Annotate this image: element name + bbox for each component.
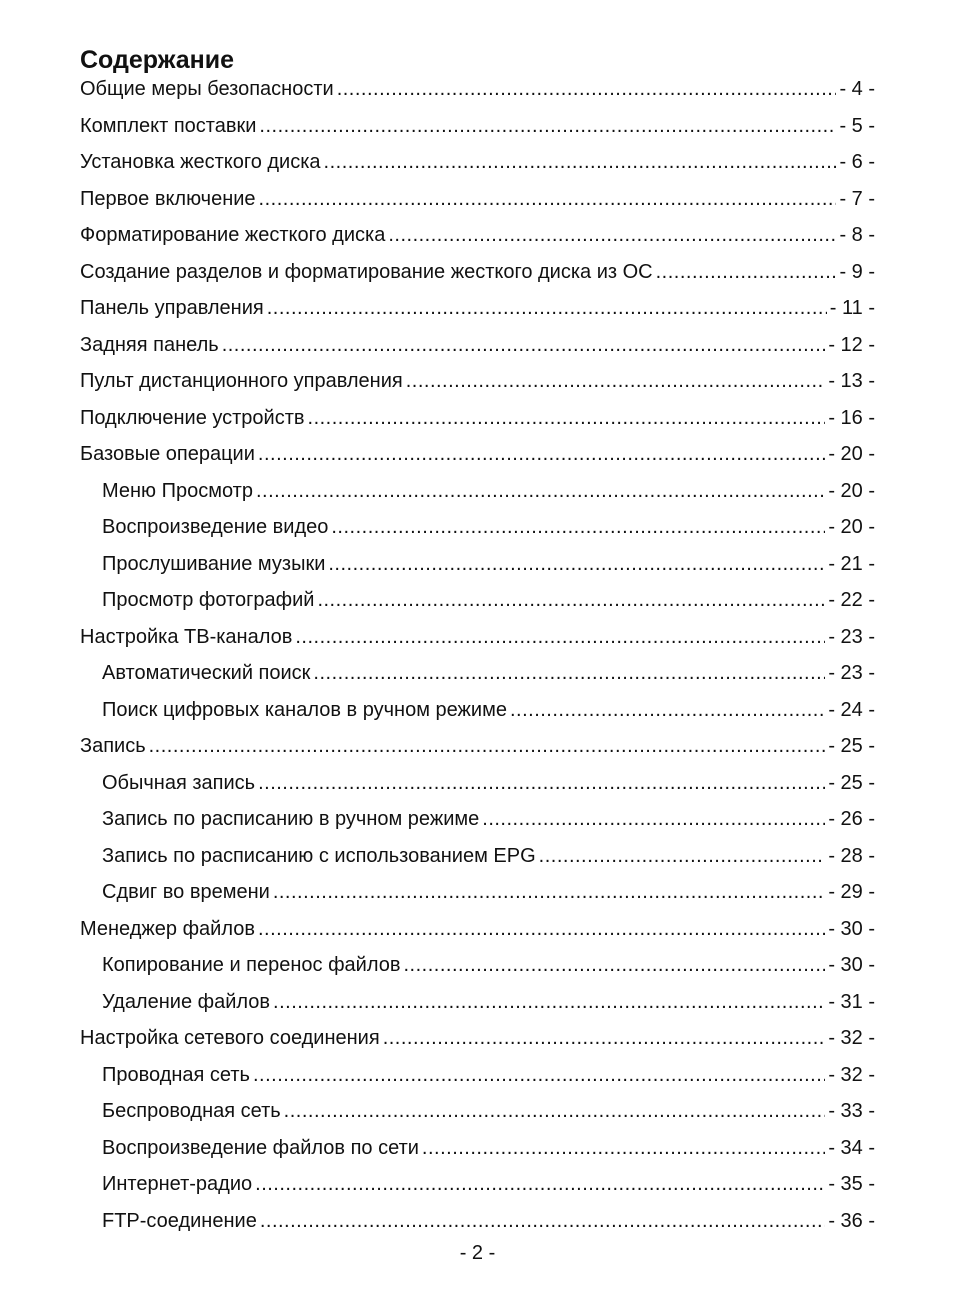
toc-entry[interactable]	[80, 914, 875, 951]
toc-entry-label: Создание разделов и форматирование жесткого диска из ОС	[80, 260, 653, 283]
toc-entry-page: - 25 -	[828, 771, 875, 794]
toc-entry-page: - 20 -	[828, 479, 875, 502]
toc-entry-page: - 21 -	[828, 552, 875, 575]
toc-entry-page: - 8 -	[839, 224, 875, 246]
toc-entry[interactable]	[80, 987, 875, 1024]
toc-entry-label: Пульт дистанционного управления	[80, 370, 403, 392]
toc-entry-label: Запись по расписанию в ручном режиме	[102, 808, 480, 830]
toc-entry[interactable]	[80, 220, 875, 257]
toc-entry-label: Задняя панель	[80, 333, 219, 356]
toc-entry[interactable]	[80, 841, 875, 878]
toc-entry[interactable]	[80, 147, 875, 184]
toc-entry-page: - 28 -	[828, 844, 875, 867]
toc-entry-label: Беспроводная сеть	[102, 1100, 281, 1122]
toc-entry-label: Запись по расписанию с использованием EPG	[102, 844, 536, 867]
toc-entry[interactable]	[80, 330, 875, 367]
toc-entry[interactable]	[80, 585, 875, 622]
toc-entry-label: Подключение устройств	[80, 406, 305, 429]
toc-entry-page: - 23 -	[828, 662, 875, 684]
toc-entry-page: - 30 -	[828, 917, 875, 940]
toc-entry[interactable]	[80, 439, 875, 476]
toc-entry-page: - 25 -	[828, 735, 875, 757]
toc-entry-page: - 33 -	[828, 1100, 875, 1122]
toc-entry-label: Копирование и перенос файлов	[102, 954, 401, 976]
toc-entry-page: - 11 -	[829, 297, 875, 319]
toc-dot-leader	[328, 549, 825, 579]
toc-entry[interactable]	[80, 1023, 875, 1060]
toc-entry[interactable]	[80, 622, 875, 659]
toc-dot-leader	[256, 476, 825, 506]
toc-dot-leader	[406, 366, 826, 396]
toc-entry-page: - 31 -	[828, 990, 875, 1013]
toc-entry-label: Запись	[80, 735, 146, 757]
toc-dot-leader	[222, 330, 826, 360]
toc-entry-page: - 26 -	[828, 808, 875, 830]
toc-entry-label: FTP-соединение	[102, 1209, 257, 1232]
toc-dot-leader	[482, 804, 825, 834]
toc-entry-label: Общие меры безопасности	[80, 78, 334, 100]
toc-entry[interactable]	[80, 111, 875, 148]
toc-entry[interactable]	[80, 1060, 875, 1097]
toc-entry[interactable]	[80, 476, 875, 513]
toc-entry-page: - 9 -	[839, 260, 875, 283]
toc-entry[interactable]	[80, 184, 875, 221]
toc-entry-page: - 32 -	[828, 1027, 875, 1049]
toc-entry-label: Сдвиг во времени	[102, 881, 270, 903]
toc-entry[interactable]	[80, 950, 875, 987]
toc-entry-page: - 24 -	[828, 698, 875, 721]
toc-entry-label: Обычная запись	[102, 771, 256, 794]
toc-entry-page: - 29 -	[828, 881, 875, 903]
toc-title: Содержание	[80, 46, 235, 74]
toc-entry-label: Прослушивание музыки	[102, 552, 326, 575]
toc-dot-leader	[295, 622, 825, 652]
toc-dot-leader	[539, 841, 826, 871]
toc-entry[interactable]	[80, 1096, 875, 1133]
toc-dot-leader	[337, 74, 837, 104]
toc-entry-page: - 7 -	[839, 187, 875, 210]
page-number: - 2 -	[459, 1242, 496, 1264]
toc-entry-label: Проводная сеть	[102, 1063, 250, 1086]
toc-entry-page: - 6 -	[839, 151, 875, 173]
toc-entry-label: Интернет-радио	[102, 1173, 253, 1195]
toc-dot-leader	[422, 1133, 825, 1163]
toc-entry[interactable]	[80, 695, 875, 732]
toc-entry-label: Первое включение	[80, 187, 256, 210]
toc-entry-label: Воспроизведение видео	[102, 516, 329, 538]
toc-entry-label: Меню Просмотр	[102, 479, 253, 502]
toc-dot-leader	[404, 950, 826, 980]
toc-entry[interactable]	[80, 403, 875, 440]
toc-dot-leader	[656, 257, 837, 287]
toc-entry[interactable]	[80, 257, 875, 294]
toc-entry[interactable]	[80, 74, 875, 111]
toc-entry-page: - 22 -	[828, 589, 875, 611]
toc-entry-label: Удаление файлов	[102, 990, 271, 1013]
toc-entry-page: - 30 -	[828, 954, 875, 976]
toc-dot-leader	[258, 439, 825, 469]
toc-dot-leader	[258, 768, 825, 798]
toc-dot-leader	[149, 731, 826, 761]
toc-dot-leader	[255, 1169, 825, 1199]
toc-entry-page: - 36 -	[828, 1209, 875, 1232]
toc-dot-leader	[317, 585, 825, 615]
toc-entry-label: Менеджер файлов	[80, 917, 255, 940]
toc-entry[interactable]	[80, 512, 875, 549]
toc-dot-leader	[267, 293, 827, 323]
toc-dot-leader	[383, 1023, 826, 1053]
toc-entry-page: - 13 -	[828, 370, 875, 392]
toc-entry-label: Базовые операции	[80, 443, 255, 465]
toc-entry-page: - 16 -	[828, 406, 875, 429]
toc-entry-page: - 4 -	[839, 78, 875, 100]
toc-entry-page: - 35 -	[828, 1173, 875, 1195]
toc-entry-label: Просмотр фотографий	[102, 589, 315, 611]
toc-dot-leader	[388, 220, 836, 250]
toc-entry-label: Воспроизведение файлов по сети	[102, 1136, 419, 1159]
toc-dot-leader	[260, 1206, 825, 1236]
toc-entry-page: - 23 -	[828, 625, 875, 648]
toc-entry[interactable]	[80, 731, 875, 768]
toc-entry[interactable]	[80, 549, 875, 586]
toc-entry-label: Настройка сетевого соединения	[80, 1027, 380, 1049]
toc-entry-label: Автоматический поиск	[102, 662, 311, 684]
toc-dot-leader	[313, 658, 825, 688]
toc-entry-label: Форматирование жесткого диска	[80, 224, 386, 246]
toc-entry-label: Комплект поставки	[80, 114, 257, 137]
toc-entry[interactable]	[80, 1206, 875, 1243]
toc-dot-leader	[324, 147, 837, 177]
toc-entry[interactable]	[80, 1169, 875, 1206]
toc-dot-leader	[258, 914, 825, 944]
toc-entry-page: - 20 -	[828, 443, 875, 465]
toc-entry-page: - 5 -	[839, 114, 875, 137]
toc-entry-page: - 12 -	[828, 333, 875, 356]
toc-entry-label: Установка жесткого диска	[80, 151, 321, 173]
toc-entry-page: - 32 -	[828, 1063, 875, 1086]
toc-dot-leader	[273, 877, 826, 907]
toc-entry-page: - 34 -	[828, 1136, 875, 1159]
toc-dot-leader	[259, 184, 837, 214]
toc-dot-leader	[284, 1096, 826, 1126]
toc-dot-leader	[510, 695, 825, 725]
toc-entry-label: Панель управления	[80, 297, 264, 319]
toc-entry[interactable]	[80, 804, 875, 841]
toc-entry[interactable]	[80, 877, 875, 914]
toc-dot-leader	[273, 987, 825, 1017]
toc-entry-label: Поиск цифровых каналов в ручном режиме	[102, 698, 507, 721]
toc-entry[interactable]	[80, 366, 875, 403]
toc-entry-page: - 20 -	[828, 516, 875, 538]
toc-entry[interactable]	[80, 293, 875, 330]
toc-list	[80, 74, 875, 1242]
toc-entry[interactable]	[80, 1133, 875, 1170]
toc-dot-leader	[331, 512, 825, 542]
toc-entry-label: Настройка ТВ-каналов	[80, 625, 293, 648]
toc-dot-leader	[259, 111, 836, 141]
toc-dot-leader	[253, 1060, 825, 1090]
toc-entry[interactable]	[80, 768, 875, 805]
toc-dot-leader	[308, 403, 826, 433]
toc-entry[interactable]	[80, 658, 875, 695]
